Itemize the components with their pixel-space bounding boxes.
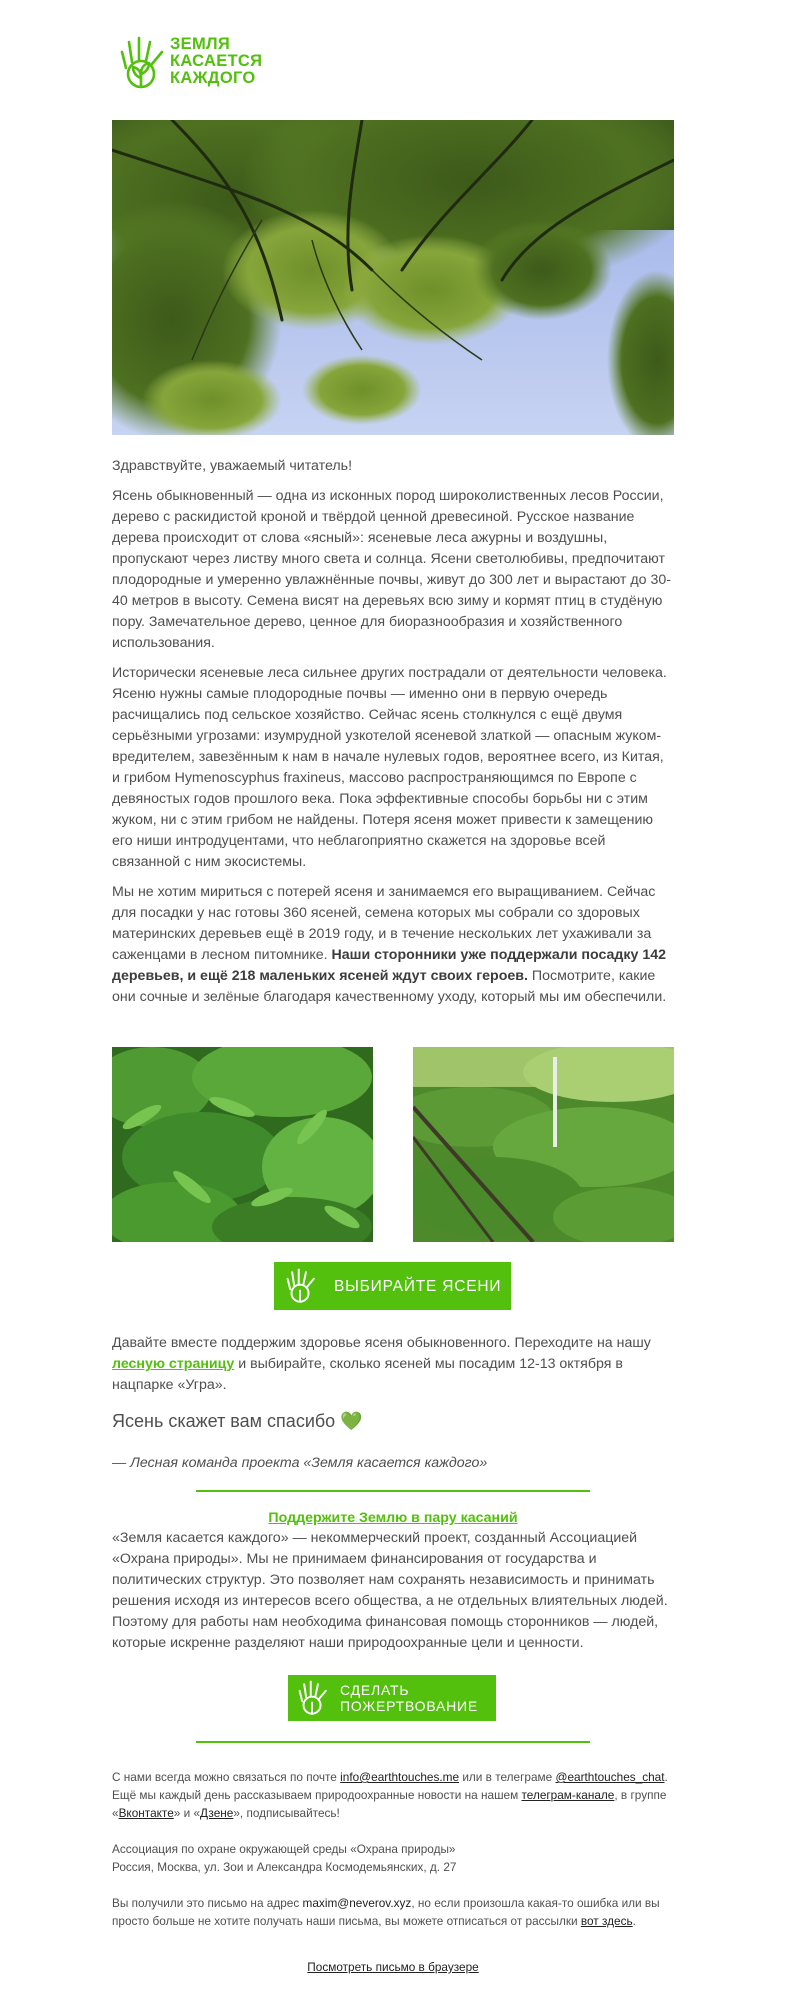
footer-chat-link[interactable]: @earthtouches_chat bbox=[555, 1770, 665, 1784]
seedlings-photo-right bbox=[413, 1047, 674, 1242]
donate-label-line-1: СДЕЛАТЬ bbox=[340, 1682, 410, 1698]
footer-contact-text-f: », подписывайтесь! bbox=[233, 1806, 340, 1820]
footer-contact-text-c: . Ещё мы каждый день рассказываем природоохранные новости на нашем bbox=[112, 1770, 668, 1802]
footer-contact-text-b: или в телеграме bbox=[462, 1770, 553, 1784]
planting-text-a: Мы не хотим мириться с потерей ясеня и занимаемся его выращиванием. Сейчас для посадки у нас готовы 360 ясеней, семена которых мы собрали со здоровых материнских деревьев ещё в 2019 году, и в течение нескольких лет ухаживали за саженцами в лесном питомнике. bbox=[112, 884, 656, 963]
forest-page-link[interactable]: лесную страницу bbox=[112, 1356, 235, 1372]
footer-telegram-link[interactable]: телеграм-канале bbox=[521, 1788, 615, 1802]
choose-ash-button-label: ВЫБИРАЙТЕ ЯСЕНИ bbox=[334, 1277, 502, 1295]
footer-vk-link[interactable]: Вконтакте bbox=[118, 1806, 174, 1820]
divider-bottom bbox=[196, 1741, 590, 1743]
paragraph-call-to-action bbox=[112, 1333, 674, 1396]
support-title-link[interactable]: Поддержите Землю в пару касаний bbox=[268, 1510, 518, 1526]
paragraph-about-ash: Ясень обыкновенный — одна из исконных пород широколиственных лесов России, дерево с раскидистой кроной и твёрдой ценной древесиной. Русское название дерева происходит от слова «ясный»: ясеневые леса ажурны и воздушны, пропускают через листву много света и солнца. Ясени светолюбивы, предпочитают плодородные и умеренно увлажнённые почвы, живут до 300 лет и вырастают до 30-40 метров в высоту. Семена висят на деревьях всю зиму и кормят птиц в студёную пору. Замечательное дерево, ценное для биоразнообразия и хозяйственного использования. bbox=[112, 488, 671, 651]
donate-button[interactable] bbox=[288, 1675, 496, 1721]
footer-contact-text-d: , в группе « bbox=[112, 1788, 667, 1820]
seedlings-photo-left bbox=[112, 1047, 373, 1242]
logo-wordmark bbox=[170, 36, 262, 87]
divider-top bbox=[196, 1490, 590, 1492]
footer-contacts bbox=[112, 1768, 672, 1822]
paragraph-planting bbox=[112, 882, 674, 1008]
hand-leaf-icon bbox=[298, 1679, 330, 1717]
planting-text-b: Посмотрите, какие они сочные и зелёные благодаря качественному уходу, который мы им обеспечили. bbox=[112, 968, 667, 1005]
signature-text: — Лесная команда проекта «Земля касается каждого» bbox=[112, 1455, 488, 1471]
hand-leaf-icon bbox=[120, 34, 168, 92]
footer-recipient-email: maxim@neverov.xyz bbox=[302, 1896, 412, 1910]
support-text: «Земля касается каждого» — некоммерческий проект, созданный Ассоциацией «Охрана природы». Мы не принимаем финансирования от государства и политических структур. Это позволяет нам сохранять независимость и принимать решения исходя из интересов всего общества, а не отдельных влиятельных людей. Поэтому для работы нам необходима финансовая помощь сторонников — людей, которые искренне разделяют наши природоохранные цели и ценности. bbox=[112, 1530, 668, 1651]
logo-line-2: КАСАЕТСЯ bbox=[170, 52, 263, 70]
footer-org-name: Ассоциация по охране окружающей среды «Охрана природы» bbox=[112, 1842, 456, 1856]
cta-text-a: Давайте вместе поддержим здоровье ясеня обыкновенного. Переходите на нашу bbox=[112, 1335, 651, 1351]
footer-unsub-text-b: , но если произошла какая-то ошибка или вы просто больше не хотите получать наши письма, вы можете отписаться от рассылки bbox=[112, 1896, 660, 1928]
paragraph-threats: Исторически ясеневые леса сильнее других пострадали от деятельности человека. Ясеню нужны самые плодородные почвы — именно они в первую очередь расчищались под сельское хозяйство. Сейчас ясень столкнулся с ещё двумя серьёзными угрозами: изумрудной узкотелой ясеневой златкой — опасным жуком-вредителем, завезённым к нам в начале нулевых годов, вероятнее всего, из Китая, и грибом Hymenoscyphus fraxineus, массово распространяющимся по Европе с девяностых годов прошлого века. Пока эффективные способы борьбы ни с этим жуком, ни с этим грибом не найдены. Потеря ясеня может привести к замещению его ниши интродуцентами, что неблагоприятно скажется на здоровье всей связанной с ним экосистемы. bbox=[112, 665, 667, 870]
hero-tree-photo bbox=[112, 120, 674, 435]
footer-unsubscribe bbox=[112, 1894, 672, 1930]
thanks-heading: Ясень скажет вам спасибо 💚 bbox=[112, 1411, 363, 1431]
greeting-text: Здравствуйте, уважаемый читатель! bbox=[112, 458, 353, 474]
hand-leaf-icon bbox=[286, 1267, 318, 1305]
donate-button-label bbox=[340, 1682, 478, 1714]
cta-text-b: и выбирайте, сколько ясеней мы посадим 12-13 октября в нацпарке «Угра». bbox=[112, 1356, 623, 1393]
footer-org-address: Россия, Москва, ул. Зои и Александра Космодемьянских, д. 27 bbox=[112, 1860, 457, 1874]
footer-organization bbox=[112, 1840, 672, 1876]
unsubscribe-link[interactable]: вот здесь bbox=[580, 1914, 633, 1928]
footer-dzen-link[interactable]: Дзене bbox=[200, 1806, 234, 1820]
footer-unsub-text-a: Вы получили это письмо на адрес bbox=[112, 1896, 300, 1910]
logo-line-1: ЗЕМЛЯ bbox=[170, 35, 231, 53]
view-in-browser-link[interactable]: Посмотреть письмо в браузере bbox=[307, 1960, 479, 1974]
planting-text-bold: Наши сторонники уже поддержали посадку 142 деревьев, и ещё 218 маленьких ясеней ждут своих героев. bbox=[112, 947, 667, 984]
footer-email-link[interactable]: info@earthtouches.me bbox=[340, 1770, 460, 1784]
footer-unsub-text-c: . bbox=[632, 1914, 636, 1928]
footer-contact-text-a: С нами всегда можно связаться по почте bbox=[112, 1770, 337, 1784]
footer-contact-text-e: » и « bbox=[173, 1806, 201, 1820]
brand-logo[interactable] bbox=[120, 34, 280, 94]
logo-line-3: КАЖДОГО bbox=[170, 69, 256, 87]
donate-label-line-2: ПОЖЕРТВОВАНИЕ bbox=[340, 1698, 479, 1714]
choose-ash-button[interactable] bbox=[274, 1262, 511, 1310]
